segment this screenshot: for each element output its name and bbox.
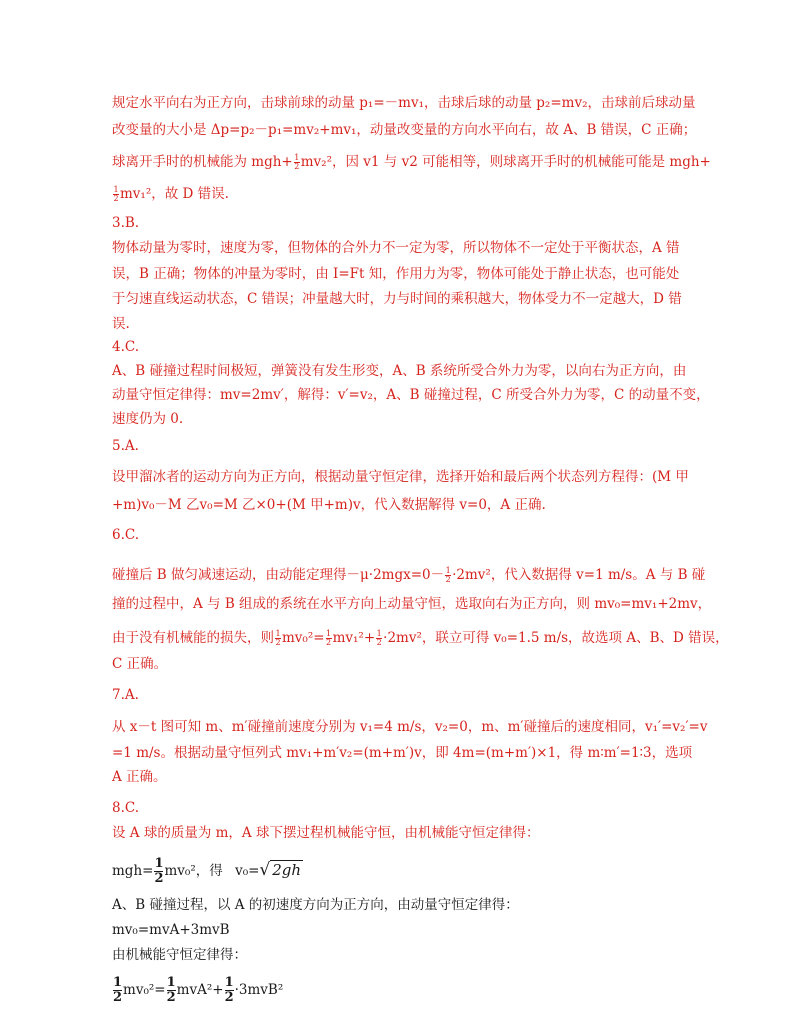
question-number: 8.C. bbox=[112, 800, 140, 816]
fraction: $\frac{1}{2}$ bbox=[294, 153, 300, 171]
fraction: $\frac{1}{2}$ bbox=[154, 856, 164, 886]
text-line: A 正确。 bbox=[112, 769, 167, 785]
text-line: 由于没有机械能的损失，则 $\frac{1}{2}$ mv₀²= $\frac{1}{2}$ mv₁²+ $\frac{1}{2}$ ·2mv²，联立可得 v₀=1.5 m/s，故选项 A、B、D 错误， bbox=[112, 629, 729, 647]
text-line: 设 A 球的质量为 m，A 球下摆过程机械能守恒，由机械能守恒定律得： bbox=[112, 825, 540, 841]
text-line: $\frac{1}{2}$ mv₁²，故 D 错误. bbox=[113, 185, 229, 203]
fraction: $\frac{1}{2}$ bbox=[224, 975, 234, 1005]
text-line: 于匀速直线运动状态，C 错误；冲量越大时，力与时间的乘积越大，物体受力不一定越大，D 错 bbox=[112, 291, 682, 307]
square-root: √ 2gh bbox=[259, 860, 302, 880]
text-line: C 正确。 bbox=[112, 656, 168, 672]
fraction: $\frac{1}{2}$ bbox=[376, 629, 382, 647]
question-number: 3.B. bbox=[112, 215, 140, 231]
text-line: 从 x－t 图可知 m、m′碰撞前速度分别为 v₁=4 m/s，v₂=0，m、m′碰撞后的速度相同，v₁′=v₂′=v bbox=[112, 719, 708, 735]
question-number: 5.A. bbox=[112, 438, 139, 454]
text-line: 动量守恒定律得：mv=2mv′，解得：v′=v₂，A、B 碰撞过程，C 所受合外力为零，C 的动量不变， bbox=[112, 387, 710, 403]
text-line: A、B 碰撞过程时间极短，弹簧没有发生形变，A、B 系统所受合外力为零，以向右为正方向，由 bbox=[112, 363, 687, 379]
text-line: +m)v₀－M 乙v₀=M 乙×0+(M 甲+m)v，代入数据解得 v=0，A 正确. bbox=[112, 497, 546, 513]
text-line: 碰撞后 B 做匀减速运动，由动能定理得－μ·2mgx=0－ $\frac{1}{2}$ ·2mv²，代入数据得 v=1 m/s。A 与 B 碰 bbox=[112, 566, 706, 584]
text-line: 误，B 正确；物体的冲量为零时，由 I=Ft 知，作用力为零，物体可能处于静止状态，也可能处 bbox=[112, 266, 680, 282]
equation-line: mgh= $\frac{1}{2}$ mv₀²，得 v₀=√ 2gh bbox=[112, 856, 302, 886]
fraction: $\frac{1}{2}$ bbox=[445, 566, 451, 584]
text-line: 物体动量为零时，速度为零，但物体的合外力不一定为零，所以物体不一定处于平衡状态，A 错 bbox=[112, 240, 680, 256]
text-line: 误. bbox=[112, 316, 130, 332]
equation-line: mv₀=mvA+3mvB bbox=[112, 922, 230, 938]
question-number: 7.A. bbox=[112, 687, 139, 703]
question-number: 6.C. bbox=[112, 527, 140, 543]
text-line: 设甲溜冰者的运动方向为正方向，根据动量守恒定律，选择开始和最后两个状态列方程得：(M 甲 bbox=[112, 469, 689, 485]
fraction: $\frac{1}{2}$ bbox=[166, 975, 176, 1005]
text-line: 速度仍为 0. bbox=[112, 411, 184, 427]
text-line: A、B 碰撞过程，以 A 的初速度方向为正方向，由动量守恒定律得： bbox=[112, 897, 519, 913]
text-line: =1 m/s。根据动量守恒列式 mv₁+m′v₂=(m+m′)v，即 4m=(m+m′)×1，得 m∶m′=1∶3，选项 bbox=[112, 745, 693, 761]
text-line: 规定水平向右为正方向，击球前球的动量 p₁=－mv₁，击球后球的动量 p₂=mv₂，击球前后球动量 bbox=[112, 95, 696, 111]
equation-line: $\frac{1}{2}$ mv₀²= $\frac{1}{2}$ mvA²+ $\frac{1}{2}$ ·3mvB² bbox=[113, 975, 284, 1005]
fraction: $\frac{1}{2}$ bbox=[113, 185, 119, 203]
fraction: $\frac{1}{2}$ bbox=[275, 629, 281, 647]
text-line: 撞的过程中，A 与 B 组成的系统在水平方向上动量守恒，选取向右为正方向，则 mv₀=mv₁+2mv， bbox=[112, 596, 712, 612]
text-line: 改变量的大小是 Δp=p₂－p₁=mv₂+mv₁，动量改变量的方向水平向右，故 A、B 错误，C 正确； bbox=[112, 122, 697, 138]
fraction: $\frac{1}{2}$ bbox=[113, 975, 123, 1005]
question-number: 4.C. bbox=[112, 339, 140, 355]
text-line: 球离开手时的机械能为 mgh+ $\frac{1}{2}$ mv₂²，因 v1 与 v2 可能相等，则球离开手时的机械能可能是 mgh+ bbox=[112, 153, 711, 171]
text-line: 由机械能守恒定律得： bbox=[112, 947, 247, 963]
fraction: $\frac{1}{2}$ bbox=[326, 629, 332, 647]
